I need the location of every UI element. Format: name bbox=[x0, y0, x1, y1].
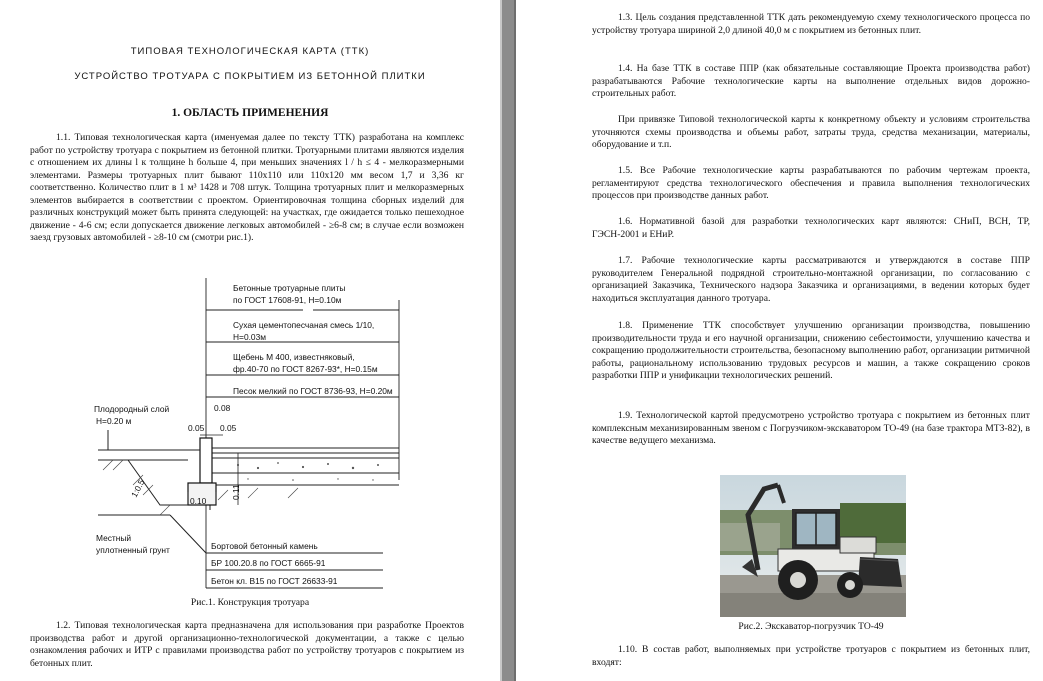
doc-subtitle: УСТРОЙСТВО ТРОТУАРА С ПОКРЫТИЕМ ИЗ БЕТОННОЙ ПЛИТКИ bbox=[74, 71, 426, 82]
layer-3-label: Щебень М 400, известняковый, bbox=[233, 352, 355, 362]
dim-0-05-b: 0.05 bbox=[220, 423, 237, 433]
layer-2-spec: Н=0.03м bbox=[233, 332, 266, 342]
layer-4-label: Песок мелкий по ГОСТ 8736-93, Н=0.20м bbox=[233, 386, 393, 396]
left-page bbox=[0, 0, 500, 681]
layer-2-label: Сухая цементопесчаная смесь 1/10, bbox=[233, 320, 375, 330]
curb-label-3: Бетон кл. В15 по ГОСТ 26633-91 bbox=[211, 576, 338, 586]
right-page bbox=[516, 0, 1043, 681]
paragraph-1-7: 1.7. Рабочие технологические карты рассматриваются и утверждаются в составе ППР руководителем Генеральной подрядной строительно-монтажной организации, по согласованию с организацией Заказчика, Технического надзора Заказчика и организациями, в ведении которых будет находиться эксплуатация данного тротуара. bbox=[592, 255, 1030, 304]
paragraph-1-10: 1.10. В состав работ, выполняемых при устройстве тротуаров с покрытием из бетонных плит, входят: bbox=[592, 644, 1030, 668]
doc-title: ТИПОВАЯ ТЕХНОЛОГИЧЕСКАЯ КАРТА (ТТК) bbox=[130, 46, 370, 57]
section-title: 1. ОБЛАСТЬ ПРИМЕНЕНИЯ bbox=[171, 107, 329, 119]
topsoil-height: Н=0.20 м bbox=[96, 416, 132, 426]
paragraph-binding: При привязке Типовой технологической карты к конкретному объекту и условиям строительства уточняются схемы производства и объемы работ, затраты труда, средства механизации, материалы, оборудование и т.п. bbox=[592, 114, 1030, 150]
slope-ratio: 1:0.5 bbox=[128, 477, 147, 499]
layer-1-spec: по ГОСТ 17608-91, Н=0.10м bbox=[233, 295, 342, 305]
figure-2-caption: Рис.2. Экскаватор-погрузчик ТО-49 bbox=[738, 621, 884, 632]
topsoil-label: Плодородный слой bbox=[94, 404, 170, 414]
layer-1-label: Бетонные тротуарные плиты bbox=[233, 283, 346, 293]
sidewalk-cross-section-diagram bbox=[88, 270, 418, 595]
dim-0-10: 0.10 bbox=[190, 496, 207, 506]
paragraph-1-3: 1.3. Цель создания представленной ТТК дать рекомендуемую схему технологического процесса по устройству тротуара шириной 2,0 длиной 40,0 м с покрытием из бетонных плит. bbox=[592, 12, 1030, 36]
paragraph-1-9: 1.9. Технологической картой предусмотрено устройство тротуара с покрытием из бетонных плит комплексным механизированным звеном с Погрузчиком-экскаватором ТО-49 (на базе трактора МТЗ-82), в качестве ведущего механизма. bbox=[592, 410, 1030, 446]
paragraph-1-5: 1.5. Все Рабочие технологические карты разрабатываются по рабочим чертежам проекта, регламентируют средства технологического обеспечения и правила выполнения технологических процессов при производстве данных работ. bbox=[592, 165, 1030, 201]
paragraph-1-6: 1.6. Нормативной базой для разработки технологических карт являются: СНиП, ВСН, ТР, ГЭСН-2001 и ЕНиР. bbox=[592, 216, 1030, 240]
figure-1-caption: Рис.1. Конструкция тротуара bbox=[190, 597, 310, 608]
paragraph-1-1: 1.1. Типовая технологическая карта (именуемая далее по тексту ТТК) разработана на комплекс работ по устройству тротуара с покрытием из бетонной плитки. Тротуарными плитами являются изделия с отношением их длины l к толщине h больше 4, при меньших значениях l / h ≤ 4 - мелкоразмерными элементами. Размеры тротуарных плит бывают 110х110 или 110х120 мм весом 1,7 и 3,36 кг соответственно. Количество плит в 1 м³ 1428 и 708 штук. Толщина тротуарных плит и мелкоразмерных элементов выбирается в соответствии с проектом. Ориентировочная толщина сборных изделий для различных конструкций может быть принята следующей: на участках, где ожидается только пешеходное движение - 4-6 см; если допускается движение легковых автомобилей - ≥6-8 см; в случае если возможен заезд грузовых автомобилей - ≥8-10 см (смотри рис.1). bbox=[30, 132, 464, 243]
dim-0-11: 0.11 bbox=[231, 484, 241, 500]
dim-0-05-a: 0.05 bbox=[188, 423, 205, 433]
page-gutter bbox=[500, 0, 516, 681]
layer-3-spec: фр.40-70 по ГОСТ 8267-93*, Н=0.15м bbox=[233, 364, 378, 374]
curb-label-1: Бортовой бетонный камень bbox=[211, 541, 318, 551]
paragraph-1-4: 1.4. На базе ТТК в составе ППР (как обязательные составляющие Проекта производства работ) разрабатываются Рабочие технологические карты на выполнение отдельных видов дорожно-строительных работ. bbox=[592, 63, 1030, 99]
ground-label-1: Местный bbox=[96, 533, 132, 543]
dim-0-08: 0.08 bbox=[214, 403, 231, 413]
excavator-loader-photo bbox=[720, 475, 906, 617]
excavator-icon bbox=[720, 475, 906, 617]
ground-label-2: уплотненный грунт bbox=[96, 545, 170, 555]
paragraph-1-8: 1.8. Применение ТТК способствует улучшению организации производства, повышению производительности труда и его научной организации, снижению себестоимости, улучшению качества и сокращению продолжительности строительства, безопасному выполнению работ, организации ритмичной работы, рациональному использованию трудовых ресурсов и машин, а также сокращению сроков разработки ППР и унификации технологических решений. bbox=[592, 320, 1030, 381]
paragraph-1-2: 1.2. Типовая технологическая карта предназначена для использования при разработке Проектов производства работ и другой организационно-технологической документации, а также с целью ознакомления рабочих и ИТР с правилами производства работ по устройству тротуаров с покрытием из бетонных плит. bbox=[30, 620, 464, 669]
curb-label-2: БР 100.20.8 по ГОСТ 6665-91 bbox=[211, 558, 326, 568]
